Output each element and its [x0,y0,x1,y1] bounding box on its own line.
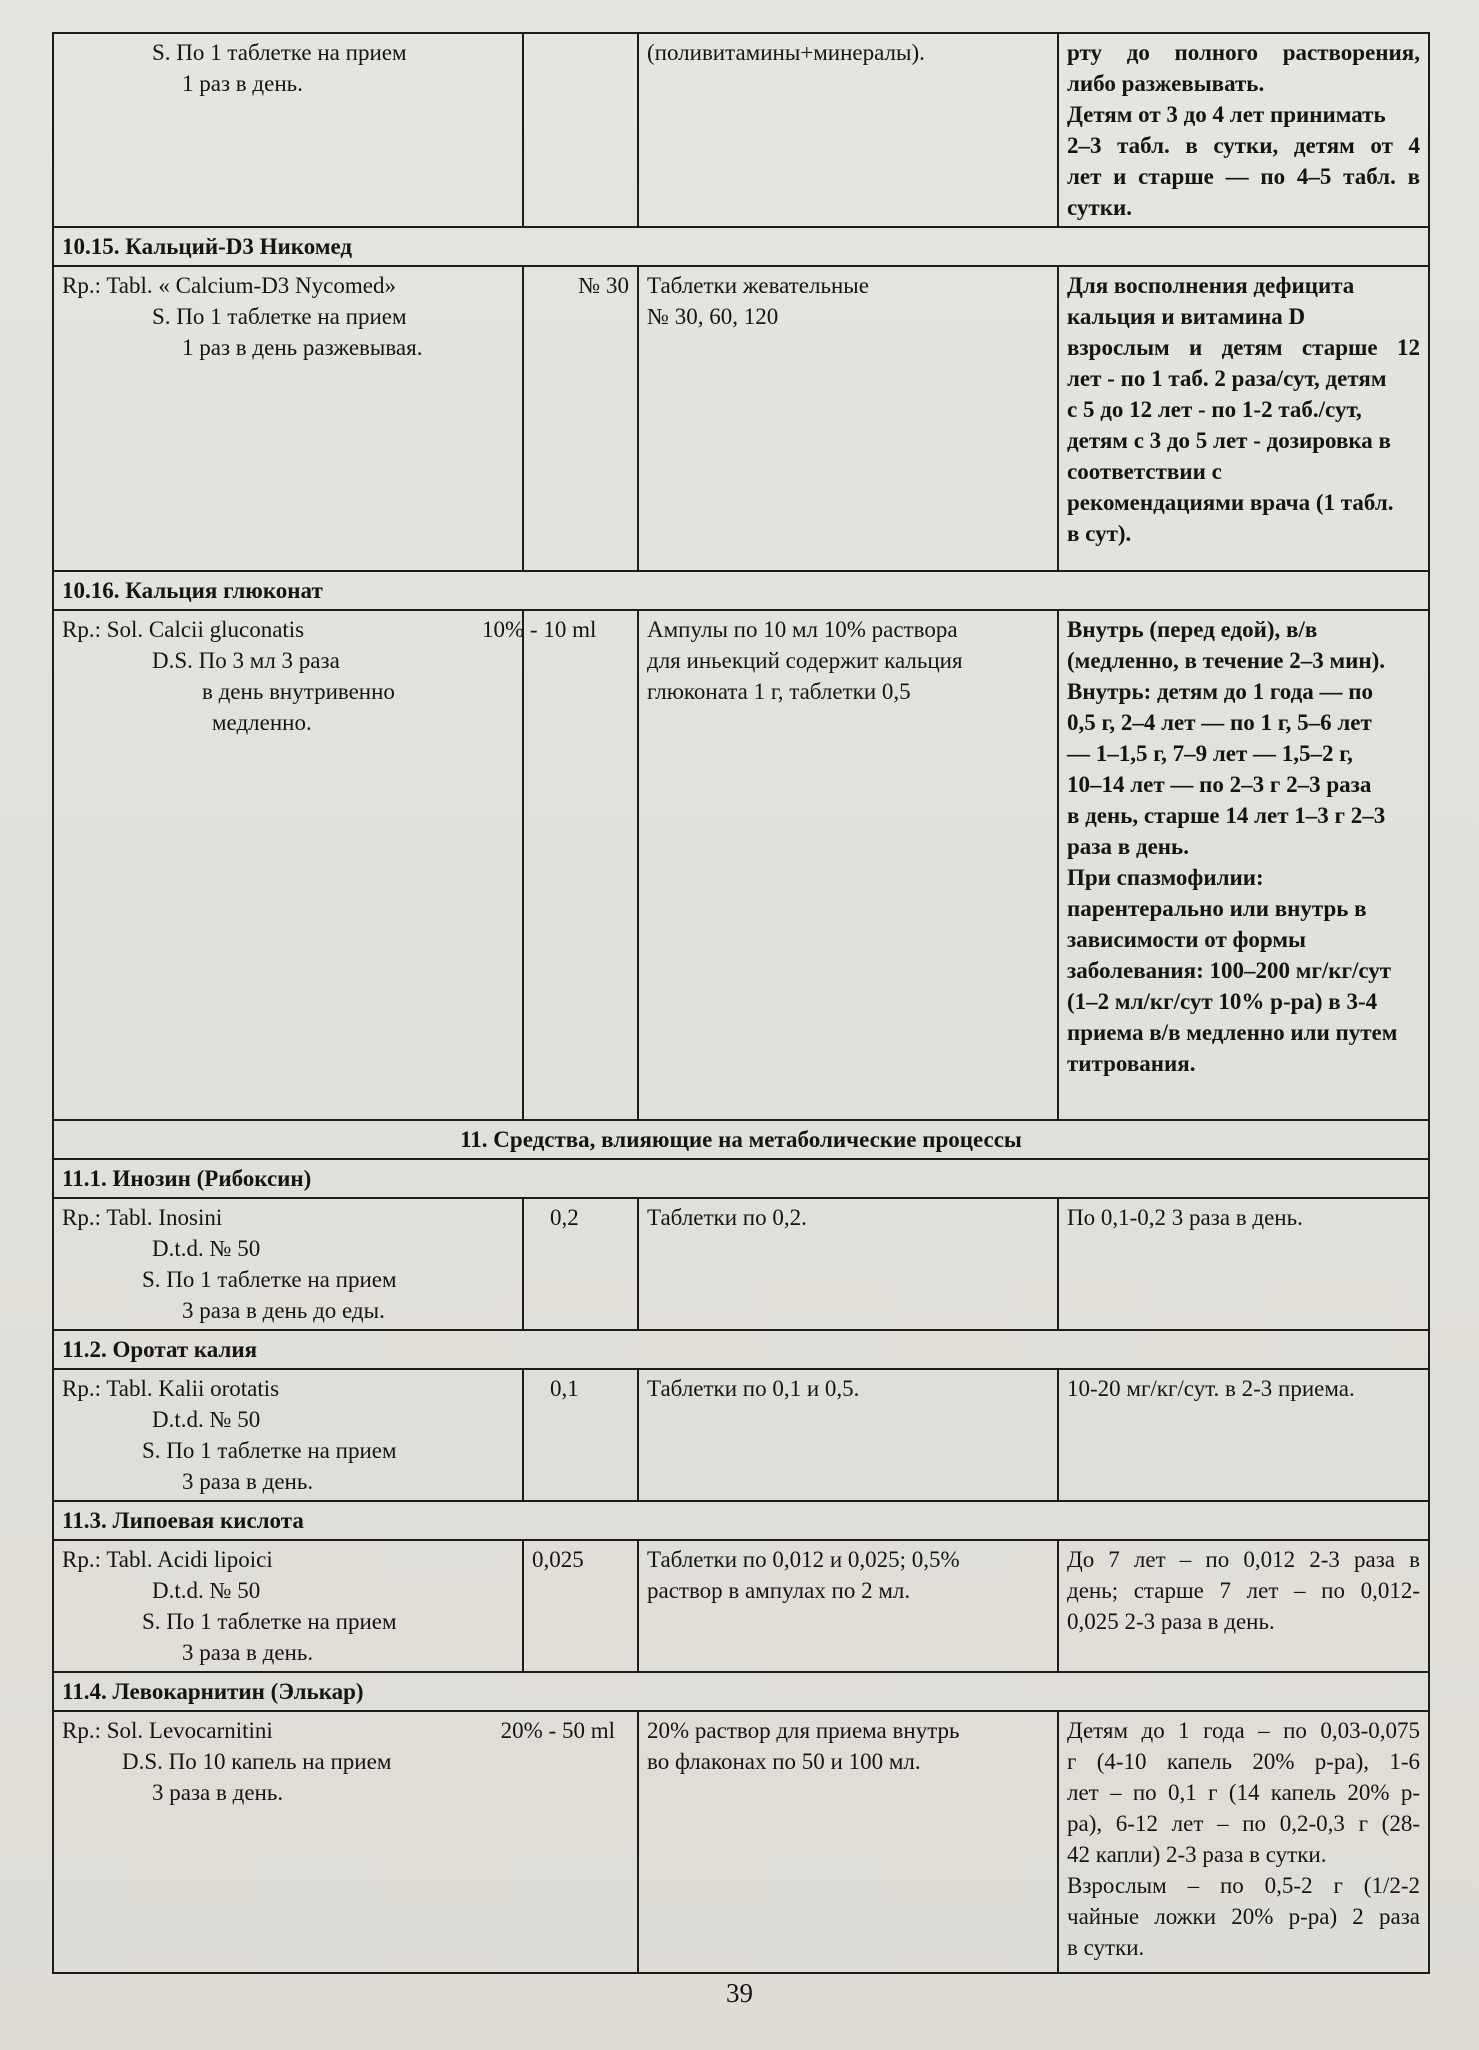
usage-line: лет - по 1 таб. 2 раза/сут, детям [1067,366,1387,391]
section-heading-row [53,1501,1429,1540]
rx-cell [53,266,523,571]
rx-line: Rp.: Sol. Calcii gluconatis [62,617,305,642]
table-row [53,1198,1429,1330]
sig-line: 3 раза в день. [152,1780,284,1805]
usage-line: рекомендациями врача (1 табл. [1067,490,1394,515]
prescription-table [52,32,1430,1974]
form-cell [638,1540,1058,1672]
dose-value: 0,1 [550,1376,579,1401]
usage-line: соответствии с [1067,459,1222,484]
usage-line: детям с 3 до 5 лет - дозировка в [1067,428,1391,453]
usage-line: Детям от 3 до 4 лет принимать [1067,102,1386,127]
rx-line: Rp.: Tabl. Inosini [62,1205,223,1230]
form-line: № 30, 60, 120 [647,304,779,329]
section-heading: 11.2. Оротат калия [53,1330,1429,1369]
usage-line: в сутки. [1067,1935,1145,1960]
usage-line: (1–2 мл/кг/сут 10% р-ра) в 3-4 [1067,989,1378,1014]
form-line: 20% раствор для приема внутрь [647,1718,960,1743]
usage-line: в день, старше 14 лет 1–3 г 2–3 [1067,803,1386,828]
usage-line: чайные ложки 20% р-ра) 2 раза [1067,1904,1420,1929]
table-row [53,1369,1429,1501]
usage-line: 2–3 табл. в сутки, детям от 4 [1067,133,1420,158]
section-heading: 11.4. Левокарнитин (Элькар) [53,1672,1429,1711]
form-cell [638,1198,1058,1330]
dose-cell [523,1540,638,1672]
form-cell [638,1711,1058,1973]
usage-line: лет – по 0,1 г (14 капель 20% р- [1067,1780,1420,1805]
usage-line: 0,025 2-3 раза в день. [1067,1609,1275,1634]
rx-name: Rp.: Sol. Levocarnitini [62,1718,273,1743]
section-heading: 11.3. Липоевая кислота [53,1501,1429,1540]
section-heading-row [53,1672,1429,1711]
form-cell [638,266,1058,571]
sig-line: S. По 1 таблетке на прием [152,304,407,329]
usage-line: день; старше 7 лет – по 0,012- [1067,1578,1420,1603]
table-row-continuation [53,33,1429,227]
table-row [53,1711,1429,1973]
dose-cell [482,610,638,1120]
section-heading: 11.1. Инозин (Рибоксин) [53,1159,1429,1198]
rx-cell [53,610,523,1120]
usage-cell [1058,1198,1429,1330]
dose-cell [523,1198,638,1330]
usage-line: рту до полного растворения, [1067,40,1420,65]
sig-line: 1 раз в день разжевывая. [182,335,423,360]
sig-line: 3 раза в день. [182,1640,314,1665]
sig-line: D.S. По 3 мл 3 раза [152,648,340,673]
form-line: Таблетки жевательные [647,273,869,298]
form-cell [638,33,1058,227]
dose-value: 0,2 [550,1205,579,1230]
usage-cell [1058,1540,1429,1672]
usage-line: в сут). [1067,521,1132,546]
sig-line: 3 раза в день до еды. [182,1298,385,1323]
page-number: 39 [726,1978,753,2008]
form-line: раствор в ампулах по 2 мл. [647,1578,911,1603]
sig-line: в день внутривенно [202,679,395,704]
sig-line: 3 раза в день. [182,1469,314,1494]
usage-line: При спазмофилии: [1067,865,1264,890]
usage-line: приема в/в медленно или путем [1067,1020,1398,1045]
sig-line: S. По 1 таблетке на прием [142,1267,397,1292]
form-line: Таблетки по 0,1 и 0,5. [647,1376,860,1401]
usage-line: 42 капли) 2-3 раза в сутки. [1067,1842,1327,1867]
usage-line: кальция и витамина D [1067,304,1306,329]
rx-cell [53,1369,523,1501]
dose-value: 10% - 10 ml [482,617,597,642]
usage-cell [1058,610,1429,1120]
usage-line: заболевания: 100–200 мг/кг/сут [1067,958,1392,983]
form-line: Таблетки по 0,2. [647,1205,807,1230]
section-heading-row [53,1159,1429,1198]
usage-cell [1058,1711,1429,1973]
form-line: Таблетки по 0,012 и 0,025; 0,5% [647,1547,960,1572]
sig-line: медленно. [212,710,312,735]
usage-line: зависимости от формы [1067,927,1306,952]
section-heading-row [53,1330,1429,1369]
dose-value: 20% - 50 ml [500,1718,615,1743]
usage-line: парентерально или внутрь в [1067,896,1367,921]
table-row [53,266,1429,571]
usage-line: Для восполнения дефицита [1067,273,1355,298]
dose-value: 0,025 [532,1547,584,1572]
dose-cell [523,266,638,571]
usage-line: либо разжевывать. [1067,71,1265,96]
form-line: (поливитамины+минералы). [647,40,925,65]
usage-line: раза в день. [1067,834,1189,859]
section-heading: 10.15. Кальций-D3 Никомед [53,227,1429,266]
rx-cell [53,1198,523,1330]
usage-line: — 1–1,5 г, 7–9 лет — 1,5–2 г, [1067,741,1353,766]
rx-cell [53,1711,638,1973]
rx-line: Rp.: Tabl. « Calcium-D3 Nycomed» [62,273,396,298]
form-line: глюконата 1 г, таблетки 0,5 [647,679,911,704]
usage-line: 10–14 лет — по 2–3 г 2–3 раза [1067,772,1372,797]
usage-cell [1058,33,1429,227]
chapter-heading-row [53,1120,1429,1159]
sig-line: S. По 1 таблетке на прием [142,1609,397,1634]
section-heading: 10.16. Кальция глюконат [53,571,1429,610]
rx-line: Rp.: Tabl. Acidi lipoici [62,1547,273,1572]
usage-line: По 0,1-0,2 3 раза в день. [1067,1205,1303,1230]
usage-line: Детям до 1 года – по 0,03-0,075 [1067,1718,1420,1743]
usage-cell [1058,266,1429,571]
rx-line: Rp.: Tabl. Kalii orotatis [62,1376,280,1401]
sig-cell [53,33,523,227]
form-line: во флаконах по 50 и 100 мл. [647,1749,921,1774]
usage-line: Внутрь: детям до 1 года — по [1067,679,1373,704]
usage-line: Внутрь (перед едой), в/в [1067,617,1318,642]
sig-line: D.S. По 10 капель на прием [122,1749,392,1774]
sig-line: D.t.d. № 50 [152,1578,261,1603]
sig-line: S. По 1 таблетке на прием [152,40,407,65]
rx-cell [53,1540,523,1672]
usage-line: Взрослым – по 0,5-2 г (1/2-2 [1067,1873,1420,1898]
rx-line [62,1715,629,1746]
usage-line: (медленно, в течение 2–3 мин). [1067,648,1386,673]
form-cell [638,1369,1058,1501]
sig-line: 1 раз в день. [182,71,303,96]
sig-line: D.t.d. № 50 [152,1236,261,1261]
chapter-heading: 11. Средства, влияющие на метаболические процессы [53,1120,1429,1159]
section-heading-row [53,227,1429,266]
usage-line: 0,5 г, 2–4 лет — по 1 г, 5–6 лет [1067,710,1372,735]
dose-value: № 30 [578,273,629,298]
usage-line: 10-20 мг/кг/сут. в 2-3 приема. [1067,1376,1355,1401]
table-row [53,1540,1429,1672]
usage-line: сутки. [1067,195,1132,220]
form-line: для иньекций содержит кальция [647,648,963,673]
usage-line: с 5 до 12 лет - по 1-2 таб./сут, [1067,397,1362,422]
table-row [53,610,1429,1120]
usage-cell [1058,1369,1429,1501]
form-line: Ампулы по 10 мл 10% раствора [647,617,958,642]
sig-line: S. По 1 таблетке на прием [142,1438,397,1463]
sig-line: D.t.d. № 50 [152,1407,261,1432]
usage-line: До 7 лет – по 0,012 2-3 раза в [1067,1547,1420,1572]
usage-line: лет и старше — по 4–5 табл. в [1067,164,1420,189]
usage-line: титрования. [1067,1051,1196,1076]
section-heading-row [53,571,1429,610]
form-cell [638,610,1058,1120]
dose-cell [523,1369,638,1501]
usage-line: г (4-10 капель 20% р-ра), 1-6 [1067,1749,1420,1774]
usage-line: ра), 6-12 лет – по 0,2-0,3 г (28- [1067,1811,1420,1836]
dose-cell [523,33,638,227]
usage-line: взрослым и детям старше 12 [1067,335,1420,360]
